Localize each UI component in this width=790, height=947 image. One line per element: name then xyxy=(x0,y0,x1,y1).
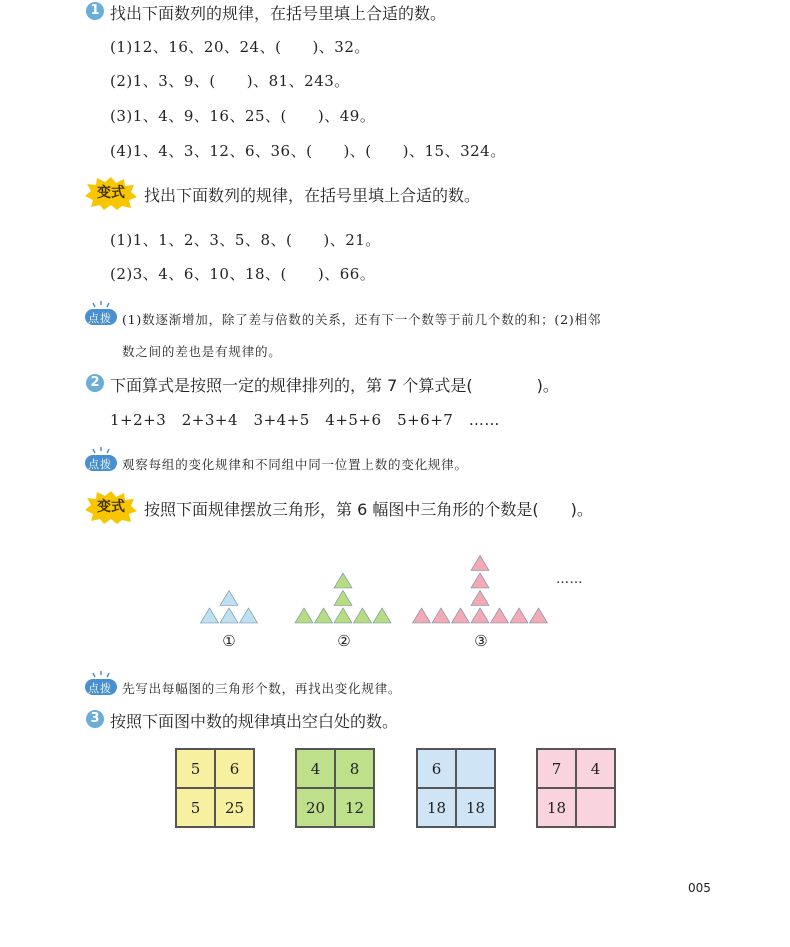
grid-2-cell-top-right: 8 xyxy=(335,749,374,788)
q1-item-4: (4)1、4、3、12、6、36、( )、( )、15、324。 xyxy=(110,142,506,160)
grid-3-cell-bottom-left: 18 xyxy=(417,788,456,827)
grid-4-cell-bottom-right xyxy=(576,788,615,827)
figure-1-triangle xyxy=(240,608,258,623)
grid-2-cell-bottom-right: 12 xyxy=(335,788,374,827)
figure-2-triangle xyxy=(334,608,352,623)
number-grid-4 xyxy=(536,748,616,828)
number-grid-1 xyxy=(175,748,255,828)
variant1-item-2: (2)3、4、6、10、18、( )、66。 xyxy=(110,265,376,283)
tip-icon-2 xyxy=(84,446,118,472)
grid-2-cell-top-left: 4 xyxy=(296,749,335,788)
question-number-2: 2 xyxy=(86,374,104,392)
figure-2-triangle xyxy=(295,608,313,623)
tip-3-text: 先写出每幅图的三角形个数，再找出变化规律。 xyxy=(122,681,402,696)
tip-2-text: 观察每组的变化规律和不同组中同一位置上数的变化规律。 xyxy=(122,457,468,472)
tip-1-line-2: 数之间的差也是有规律的。 xyxy=(122,344,282,359)
q1-item-3: (3)1、4、9、16、25、( )、49。 xyxy=(110,107,376,125)
figure-2-triangle xyxy=(334,573,352,588)
q1-item-2: (2)1、3、9、( )、81、243。 xyxy=(110,72,350,90)
q2-sequence: 1+2+3 2+3+4 3+4+5 4+5+6 5+6+7 …… xyxy=(110,411,500,429)
figure-2-triangle xyxy=(373,608,391,623)
tip-1-label: 点拨 xyxy=(88,312,112,325)
figure-caption-2: ② xyxy=(337,632,351,650)
tip-icon-1 xyxy=(84,300,118,326)
figure-1-triangle xyxy=(201,608,219,623)
question-2-title: 下面算式是按照一定的规律排列的，第 7 个算式是( )。 xyxy=(110,376,559,395)
tip-3-label: 点拨 xyxy=(88,682,112,695)
variant-badge-1-label: 变式 xyxy=(97,185,125,201)
figure-3-triangle xyxy=(530,608,548,623)
grid-4-cell-bottom-left: 18 xyxy=(537,788,576,827)
grid-2-cell-bottom-left: 20 xyxy=(296,788,335,827)
grid-1-cell-top-right: 6 xyxy=(215,749,254,788)
question-number-3: 3 xyxy=(86,710,104,728)
figure-3-triangle xyxy=(510,608,528,623)
figure-3-triangle xyxy=(471,573,489,588)
figure-2-triangle xyxy=(354,608,372,623)
figure-3-triangle xyxy=(432,608,450,623)
question-3-title: 按照下面图中数的规律填出空白处的数。 xyxy=(110,712,399,731)
grid-1-cell-bottom-right: 25 xyxy=(215,788,254,827)
question-number-1: 1 xyxy=(86,2,104,20)
grid-1-cell-bottom-left: 5 xyxy=(176,788,215,827)
grid-3-cell-top-left: 6 xyxy=(417,749,456,788)
question-1-title: 找出下面数列的规律，在括号里填上合适的数。 xyxy=(110,4,447,23)
figure-caption-1: ① xyxy=(222,632,236,650)
figure-2-triangle xyxy=(315,608,333,623)
q1-item-1: (1)12、16、20、24、( )、32。 xyxy=(110,38,370,56)
grid-4-cell-top-left: 7 xyxy=(537,749,576,788)
figure-3-triangle xyxy=(491,608,509,623)
figure-3-triangle xyxy=(413,608,431,623)
variant-badge-2 xyxy=(84,490,138,524)
figure-1-triangle xyxy=(220,591,238,606)
tip-icon-3 xyxy=(84,670,118,696)
figure-1-triangle xyxy=(220,608,238,623)
figure-caption-3: ③ xyxy=(474,632,488,650)
variant-2-title: 按照下面规律摆放三角形，第 6 幅图中三角形的个数是( )。 xyxy=(144,500,593,519)
tip-1-line-1: (1)数逐渐增加，除了差与倍数的关系，还有下一个数等于前几个数的和；(2)相邻 xyxy=(122,312,602,327)
figure-2-triangle xyxy=(334,591,352,606)
grid-4-cell-top-right: 4 xyxy=(576,749,615,788)
number-grid-3 xyxy=(416,748,496,828)
variant-badge-2-label: 变式 xyxy=(97,499,125,515)
variant-1-title: 找出下面数列的规律，在括号里填上合适的数。 xyxy=(144,186,481,205)
triangle-figures xyxy=(190,538,610,630)
number-grid-2 xyxy=(295,748,375,828)
figure-3-triangle xyxy=(452,608,470,623)
figure-3-triangle xyxy=(471,591,489,606)
figure-3-triangle xyxy=(471,556,489,571)
grid-1-cell-top-left: 5 xyxy=(176,749,215,788)
figure-3-triangle xyxy=(471,608,489,623)
grid-3-cell-bottom-right: 18 xyxy=(456,788,495,827)
variant-badge-1 xyxy=(84,176,138,210)
figure-ellipsis: …… xyxy=(556,572,583,587)
grid-3-cell-top-right xyxy=(456,749,495,788)
variant1-item-1: (1)1、1、2、3、5、8、( )、21。 xyxy=(110,231,381,249)
tip-2-label: 点拨 xyxy=(88,458,112,471)
page-number: 005 xyxy=(688,881,711,895)
